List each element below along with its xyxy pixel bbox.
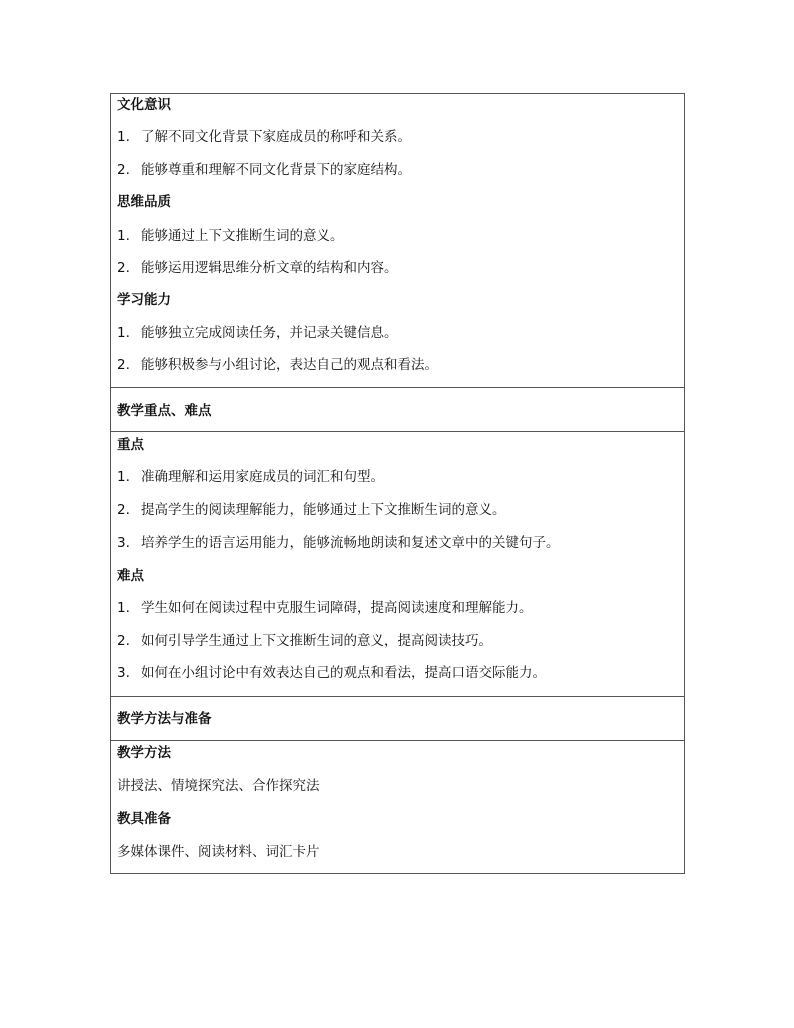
- list-item: [117, 502, 506, 518]
- item-number: 1.: [117, 129, 130, 145]
- list-item: [117, 162, 411, 178]
- item-text: 准确理解和运用家庭成员的词汇和句型。: [141, 469, 384, 485]
- key-difficult-cell: [111, 432, 684, 697]
- item-number: 2.: [117, 502, 130, 518]
- item-text: 能够积极参与小组讨论，表达自己的观点和看法。: [141, 357, 438, 373]
- section-title: 教学重点、难点: [117, 403, 212, 419]
- lesson-plan-table: [110, 93, 685, 874]
- item-text: 如何引导学生通过上下文推断生词的意义，提高阅读技巧。: [141, 633, 492, 649]
- list-item: [117, 600, 533, 616]
- list-item: [117, 325, 398, 341]
- list-item: [117, 357, 438, 373]
- item-number: 1.: [117, 325, 130, 341]
- list-item: [117, 633, 492, 649]
- key-heading: 重点: [117, 437, 144, 453]
- item-number: 2.: [117, 633, 130, 649]
- list-item: [117, 665, 546, 681]
- tools-heading: 教具准备: [117, 811, 171, 827]
- list-item: [117, 228, 344, 244]
- objectives-cell: [111, 94, 684, 388]
- item-number: 1.: [117, 228, 130, 244]
- item-text: 如何在小组讨论中有效表达自己的观点和看法，提高口语交际能力。: [141, 665, 546, 681]
- key-difficult-title-cell: [111, 388, 684, 432]
- item-number: 1.: [117, 469, 130, 485]
- item-number: 2.: [117, 162, 130, 178]
- learning-heading: 学习能力: [117, 292, 171, 308]
- item-number: 3.: [117, 665, 130, 681]
- tools-text: 多媒体课件、阅读材料、词汇卡片: [117, 844, 320, 860]
- methods-cell: [111, 741, 684, 873]
- item-text: 学生如何在阅读过程中克服生词障碍，提高阅读速度和理解能力。: [141, 600, 533, 616]
- list-item: [117, 469, 384, 485]
- list-item: [117, 535, 560, 551]
- methods-title-cell: [111, 697, 684, 741]
- item-number: 2.: [117, 357, 130, 373]
- section-title: 教学方法与准备: [117, 711, 212, 727]
- item-text: 能够通过上下文推断生词的意义。: [141, 228, 344, 244]
- methods-text: 讲授法、情境探究法、合作探究法: [117, 778, 320, 794]
- list-item: [117, 129, 411, 145]
- item-text: 能够独立完成阅读任务，并记录关键信息。: [141, 325, 398, 341]
- list-item: [117, 260, 398, 276]
- item-number: 1.: [117, 600, 130, 616]
- item-number: 2.: [117, 260, 130, 276]
- item-text: 能够尊重和理解不同文化背景下的家庭结构。: [141, 162, 411, 178]
- item-text: 能够运用逻辑思维分析文章的结构和内容。: [141, 260, 398, 276]
- item-text: 提高学生的阅读理解能力，能够通过上下文推断生词的意义。: [141, 502, 506, 518]
- methods-heading: 教学方法: [117, 745, 171, 761]
- thinking-heading: 思维品质: [117, 194, 171, 210]
- item-text: 培养学生的语言运用能力，能够流畅地朗读和复述文章中的关键句子。: [141, 535, 560, 551]
- item-text: 了解不同文化背景下家庭成员的称呼和关系。: [141, 129, 411, 145]
- culture-heading: 文化意识: [117, 97, 171, 113]
- difficult-heading: 难点: [117, 568, 144, 584]
- item-number: 3.: [117, 535, 130, 551]
